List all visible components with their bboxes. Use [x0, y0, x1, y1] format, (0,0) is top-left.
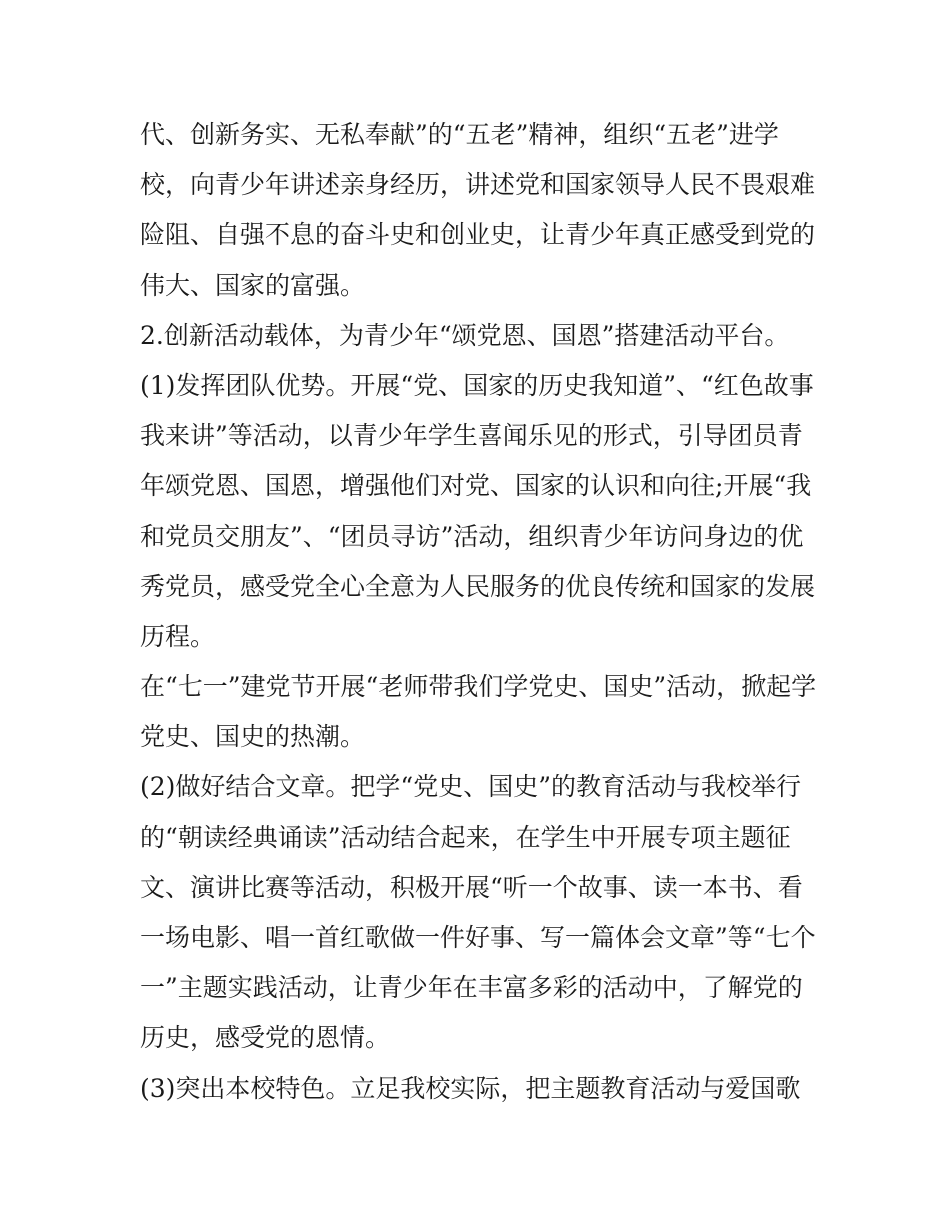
text-line: 的“朝读经典诵读”活动结合起来，在学生中开展专项主题征	[140, 822, 791, 852]
text-line: 党史、国史的热潮。	[140, 722, 366, 752]
text-line: (2)做好结合文章。把学“党史、国史”的教育活动与我校举行	[140, 772, 801, 802]
text-line: 秀党员，感受党全心全意为人民服务的优良传统和国家的发展	[140, 571, 816, 601]
text-line: (1)发挥团队优势。开展“党、国家的历史我知道”、“红色故事	[140, 370, 814, 400]
text-line: 一”主题实践活动，让青少年在丰富多彩的活动中，了解党的	[140, 973, 803, 1003]
text-line: 和党员交朋友”、“团员寻访”活动，组织青少年访问身边的优	[140, 521, 804, 551]
section-heading: 2.创新活动载体，为青少年“颂党恩、国恩”搭建活动平台。	[140, 320, 790, 350]
text-line: 在“七一”建党节开展“老师带我们学党史、国史”活动，掀起学	[140, 672, 817, 702]
text-line: 代、创新务实、无私奉献”的“五老”精神，组织“五老”进学	[140, 120, 779, 149]
text-line: 校，向青少年讲述亲身经历，讲述党和国家领导人民不畏艰难	[140, 170, 816, 200]
text-line: 文、演讲比赛等活动，积极开展“听一个故事、读一本书、看	[140, 872, 803, 902]
text-line: 一场电影、唱一首红歌做一件好事、写一篇体会文章”等“七个	[140, 923, 816, 952]
text-line: (3)突出本校特色。立足我校实际，把主题教育活动与爱国歌	[140, 1073, 801, 1103]
text-line: 历史，感受党的恩情。	[140, 1023, 391, 1053]
text-line: 伟大、国家的富强。	[140, 270, 366, 300]
text-line: 年颂党恩、国恩，增强他们对党、国家的认识和向往;开展“我	[140, 471, 812, 501]
text-line: 历程。	[140, 621, 216, 651]
text-line: 我来讲”等活动，以青少年学生喜闻乐见的形式，引导团员青	[140, 421, 803, 451]
text-line: 险阻、自强不息的奋斗史和创业史，让青少年真正感受到党的	[140, 220, 816, 250]
document-body	[140, 110, 820, 1114]
